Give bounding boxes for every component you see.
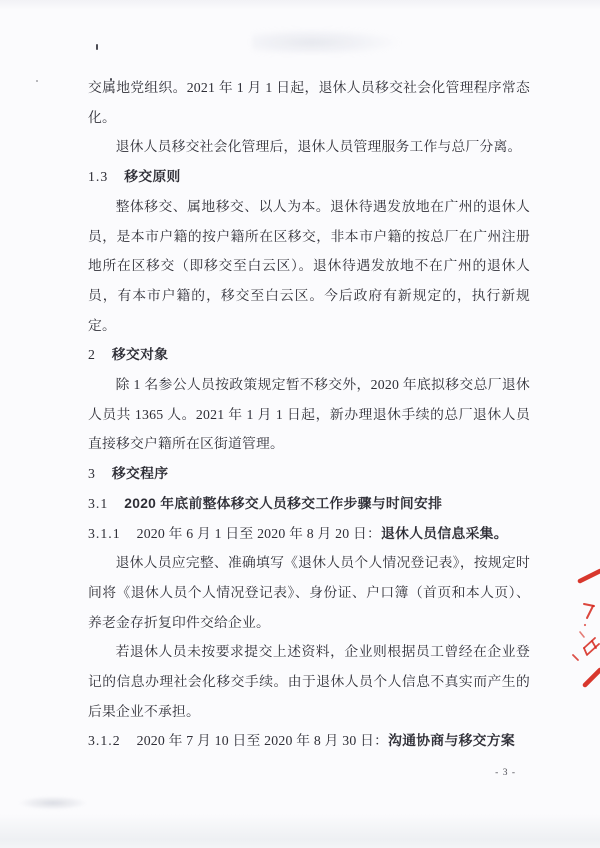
- paragraph-info-liability: 若退休人员未按要求提交上述资料，企业则根据员工曾经在企业登记的信息办理社会化移交手续。由于退休人员个人信息不真实而产生的后果企业不承担。: [88, 644, 530, 719]
- paragraph-targets: 除 1 名参公人员按政策规定暂不移交外，2020 年底拟移交总厂退休人员共 1365 人。2021 年 1 月 1 日起，新办理退休手续的总厂退休人员直接移交户籍所在区街道管理。: [88, 377, 530, 452]
- paragraph-info-collect: 退休人员应完整、准确填写《退休人员个人情况登记表》，按规定时间将《退休人员个人情况登记表》、身份证、户口簿（首页和本人页）、养老金存折复印件交给企业。: [88, 555, 530, 630]
- heading-period: 2020 年 7 月 10 日至 2020 年 8 月 30 日：: [136, 733, 389, 749]
- heading-3-transfer-procedure: [88, 459, 530, 489]
- heading-number: 3.1.1: [88, 525, 121, 541]
- heading-title: 退休人员信息采集。: [381, 525, 508, 541]
- heading-1-3-transfer-principles: [88, 162, 530, 192]
- heading-number: 3.1.2: [88, 733, 121, 749]
- paragraph-separation: 退休人员移交社会化管理后，退休人员管理服务工作与总厂分离。: [115, 139, 522, 155]
- paragraph-continuation: 交属地党组织。2021 年 1 月 1 日起，退休人员移交社会化管理程序常态化。: [88, 80, 530, 125]
- heading-title: 移交程序: [111, 466, 169, 482]
- scan-smudge: [252, 28, 402, 54]
- document-body: [88, 73, 530, 756]
- page-number: - 3 -: [495, 768, 516, 778]
- heading-title: 移交原则: [124, 169, 181, 185]
- heading-period: 2020 年 6 月 1 日至 2020 年 8 月 20 日：: [136, 525, 381, 541]
- scan-speck: [36, 80, 38, 82]
- heading-title: 沟通协商与移交方案: [388, 733, 515, 749]
- heading-title: 移交对象: [111, 347, 169, 363]
- heading-number: 3: [88, 466, 96, 482]
- heading-number: 3.1: [88, 495, 109, 511]
- heading-3-1-work-steps: [88, 489, 530, 519]
- heading-3-1-1-info-collection: [88, 519, 530, 549]
- scan-speck: [96, 44, 98, 50]
- heading-title: 2020 年底前整体移交人员移交工作步骤与时间安排: [124, 495, 443, 511]
- red-ink-marks: [540, 540, 600, 700]
- scan-shadow: [18, 796, 88, 810]
- heading-2-transfer-targets: [88, 340, 530, 370]
- heading-number: 2: [88, 347, 96, 363]
- heading-3-1-2-negotiation-plan: [88, 726, 530, 756]
- paragraph-principles: 整体移交、属地移交、以人为本。退休待遇发放地在广州的退休人员，是本市户籍的按户籍所在区移交，非本市户籍的按总厂在广州注册地所在区移交（即移交至白云区）。退休待遇发放地不在广州的退休人员，有本市户籍的，移交至白云区。今后政府有新规定的，执行新规定。: [88, 198, 530, 333]
- heading-number: 1.3: [88, 169, 109, 185]
